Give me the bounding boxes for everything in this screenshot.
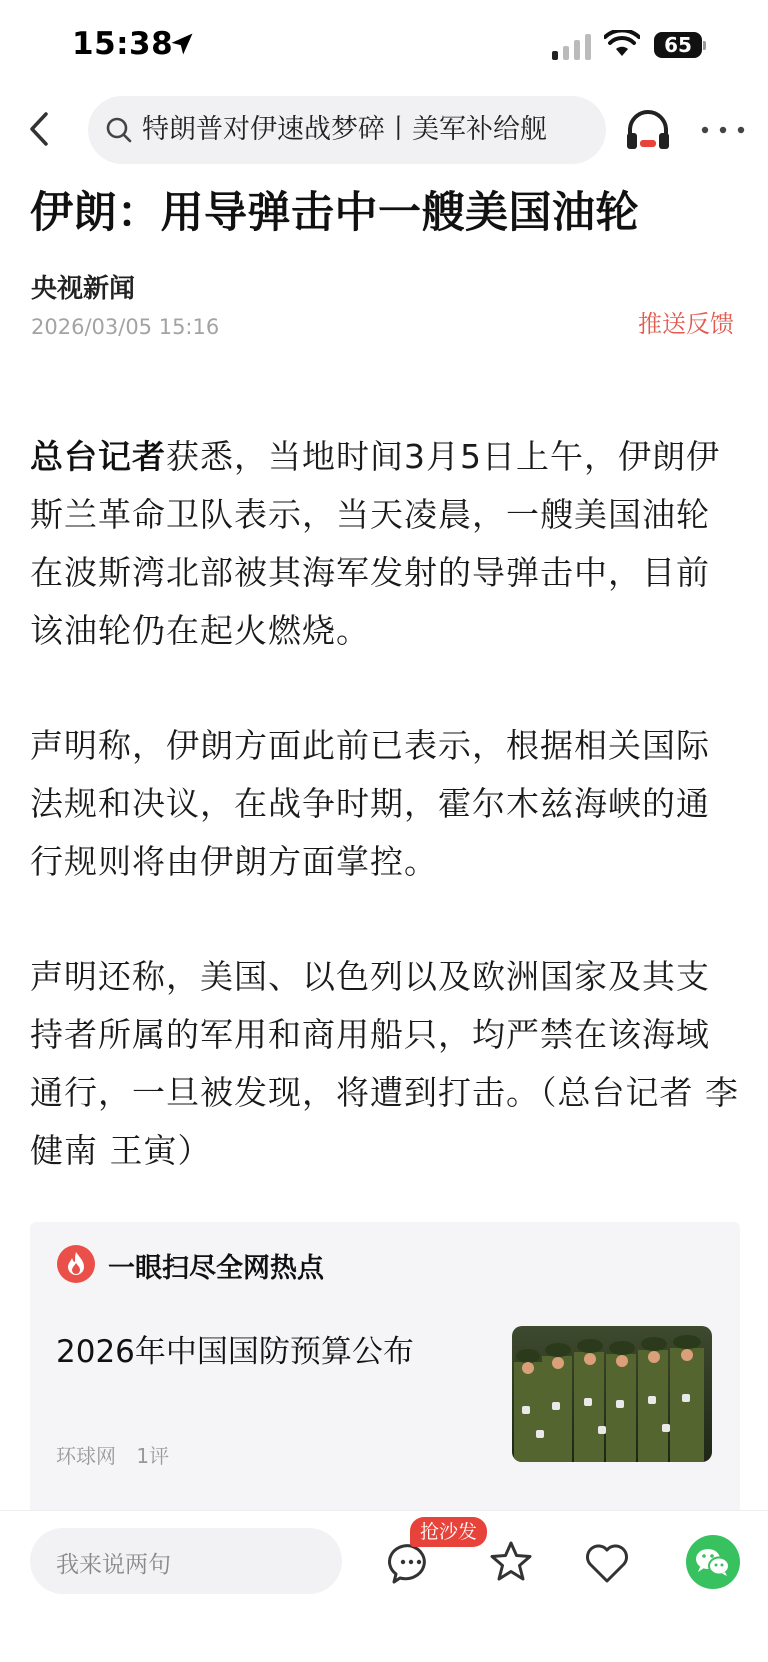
article-title: 伊朗：用导弹击中一艘美国油轮 bbox=[30, 188, 639, 238]
news-thumbnail[interactable] bbox=[512, 1326, 712, 1462]
news-item-meta bbox=[56, 1440, 183, 1469]
like-heart-icon[interactable] bbox=[584, 1541, 630, 1585]
hot-card-header: 一眼扫尽全网热点 bbox=[108, 1253, 324, 1284]
headphone-icon[interactable] bbox=[622, 104, 674, 156]
status-bar bbox=[0, 0, 768, 90]
status-time: 15:38 bbox=[72, 26, 174, 62]
news-item-comments: 1评 bbox=[136, 1444, 170, 1468]
paragraph-lead: 总台记者 bbox=[30, 437, 166, 476]
paragraph bbox=[30, 428, 740, 660]
comment-placeholder: 我来说两句 bbox=[56, 1552, 171, 1578]
paragraph-text: 声明称，伊朗方面此前已表示，根据相关国际法规和决议，在战争时期，霍尔木兹海峡的通行规则将由伊朗方面掌控。 bbox=[30, 726, 710, 881]
back-icon[interactable] bbox=[20, 106, 60, 152]
location-arrow-icon bbox=[168, 30, 196, 58]
wifi-icon bbox=[604, 30, 640, 58]
battery-level: 65 bbox=[654, 32, 702, 58]
hot-news-card bbox=[30, 1222, 740, 1522]
fire-icon bbox=[56, 1244, 96, 1284]
more-icon[interactable] bbox=[696, 108, 750, 152]
signal-icon bbox=[552, 34, 594, 60]
bottom-action-bar bbox=[0, 1510, 768, 1662]
feedback-link[interactable]: 推送反馈 bbox=[638, 310, 734, 338]
news-item-title[interactable]: 2026年中国国防预算公布 bbox=[56, 1334, 414, 1370]
source-name[interactable]: 央视新闻 bbox=[31, 274, 136, 304]
paragraph-text: 获悉，当地时间3月5日上午，伊朗伊斯兰革命卫队表示，当天凌晨，一艘美国油轮在波斯湾北部被其海军发射的导弹击中，目前该油轮仍在起火燃烧。 bbox=[30, 437, 720, 650]
comment-icon[interactable] bbox=[388, 1541, 434, 1587]
sofa-badge: 抢沙发 bbox=[410, 1517, 487, 1547]
nav-bar bbox=[0, 92, 768, 168]
paragraph bbox=[30, 948, 740, 1180]
wechat-share-icon[interactable] bbox=[686, 1535, 740, 1589]
news-item-source: 环球网 bbox=[56, 1444, 116, 1468]
publish-date: 2026/03/05 15:16 bbox=[31, 315, 220, 339]
comment-input[interactable] bbox=[30, 1528, 342, 1594]
favorite-star-icon[interactable] bbox=[488, 1539, 534, 1585]
paragraph-text: 声明还称，美国、以色列以及欧洲国家及其支持者所属的军用和商用船只，均严禁在该海域通行，一旦被发现，将遭到打击。（总台记者 李健南 王寅） bbox=[30, 957, 739, 1170]
article-body bbox=[30, 428, 740, 1237]
paragraph bbox=[30, 717, 740, 891]
search-query-text: 特朗普对伊速战梦碎丨美军补给舰 bbox=[142, 114, 547, 145]
battery-icon bbox=[654, 32, 706, 58]
search-bar[interactable] bbox=[88, 96, 606, 164]
search-icon bbox=[104, 115, 134, 145]
